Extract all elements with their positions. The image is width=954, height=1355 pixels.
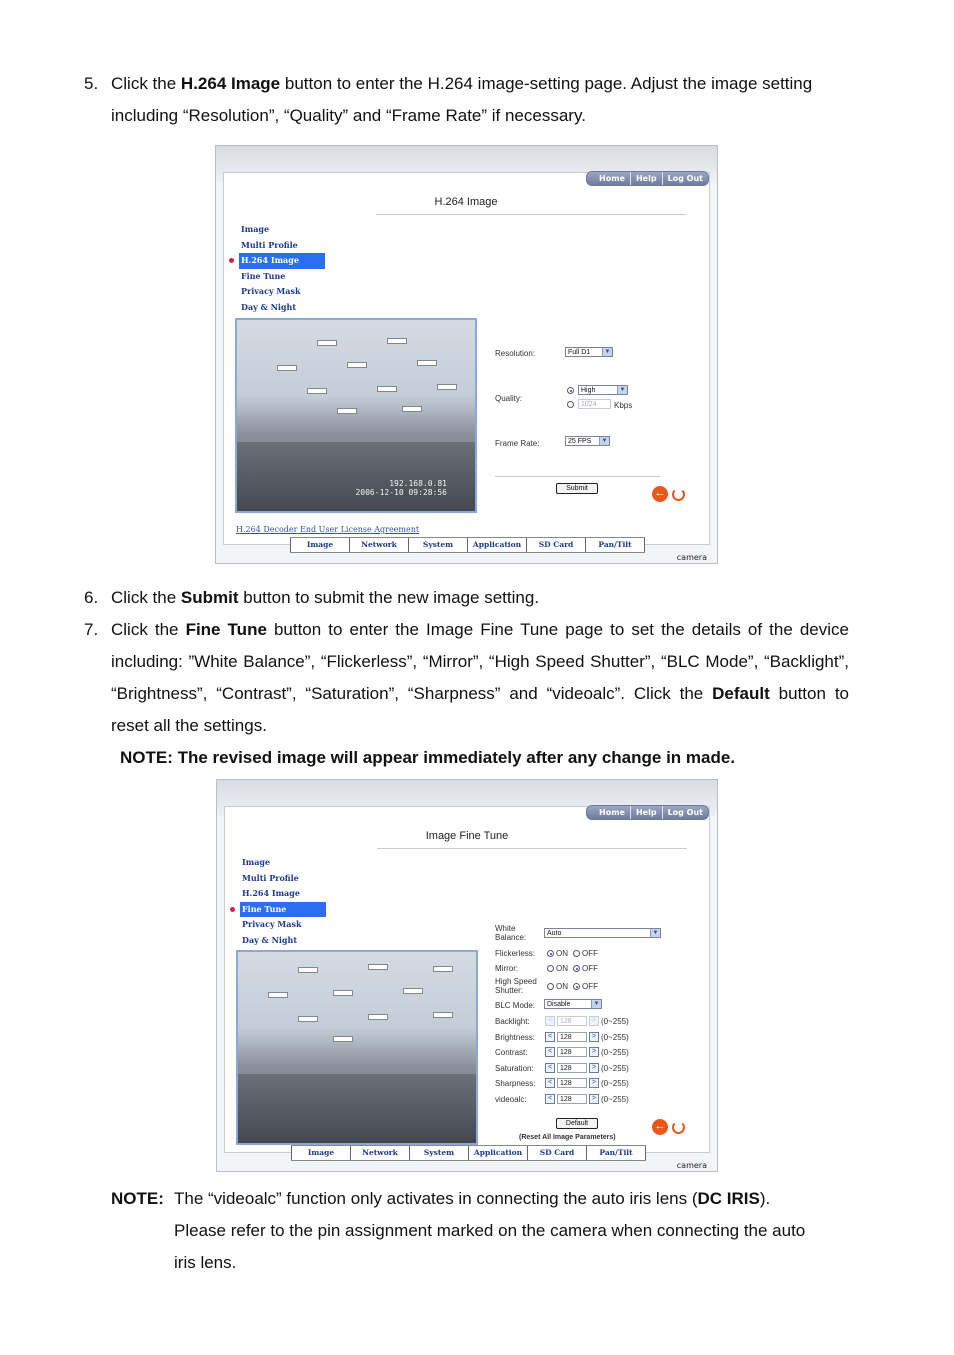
- menu-item-h264-image[interactable]: H.264 Image: [239, 253, 325, 269]
- increment-button[interactable]: >: [589, 1047, 599, 1057]
- refresh-icon[interactable]: [672, 488, 685, 501]
- step-6: 6. Click the Submit button to submit the new image setting.: [84, 582, 849, 614]
- slider-value-input[interactable]: 128: [557, 1032, 587, 1042]
- fine-tune-screenshot: Home Help Log Out Image Fine Tune Image Multi Profile H.264 Image Fine Tune Privacy Mask Day & Night White Balance: Auto ▼ Flickerless: ON OFF Mirror: ON OFF High Speed Shutter: ON OFF BLC Mode: Disable ▼ Backlight: < 128 > (0~255) Brightness: < 128 > (0~255) Contrast: < 128 > (0~255) Saturation: < 128 > (0~255) Sharpness: < 128 > (0~255) videoalc: < 128 > (0~255) Default (Reset All Image Parameters) ← Image Network System Application SD Card Pan/Tilt camera: [216, 779, 718, 1172]
- white-balance-select[interactable]: Auto ▼: [544, 928, 661, 938]
- decrement-button[interactable]: <: [545, 1016, 555, 1026]
- nav-network[interactable]: Network: [349, 538, 408, 552]
- white-balance-label: White Balance:: [495, 924, 527, 942]
- slider-label: Contrast:: [495, 1048, 528, 1058]
- nav-sd-card[interactable]: SD Card: [526, 538, 585, 552]
- menu-item-fine-tune[interactable]: Fine Tune: [240, 902, 326, 918]
- menu-item-multi-profile[interactable]: Multi Profile: [242, 872, 299, 883]
- chevron-down-icon: ▼: [591, 1000, 601, 1008]
- menu-item-privacy-mask[interactable]: Privacy Mask: [241, 286, 301, 297]
- video-timestamp: 192.168.0.81 2006-12-10 09:28:56: [355, 479, 447, 497]
- help-link[interactable]: Help: [630, 806, 662, 819]
- quality-radio-preset[interactable]: [567, 387, 574, 394]
- step-7-keyword: Fine Tune: [185, 620, 267, 639]
- license-link[interactable]: H.264 Decoder End User License Agreement: [236, 525, 420, 534]
- note-videoalc: NOTE: The “videoalc” function only activates in connecting the auto iris lens (DC IRIS). Please refer to the pin assignment marked on the camera when connecting the auto iris lens.: [111, 1183, 849, 1279]
- step-number: 5.: [84, 74, 99, 93]
- framerate-label: Frame Rate:: [495, 439, 540, 448]
- step-7-keyword-default: Default: [712, 684, 770, 703]
- resolution-select[interactable]: Full D1 ▼: [565, 347, 613, 357]
- increment-button[interactable]: >: [589, 1094, 599, 1104]
- step-6-keyword: Submit: [180, 588, 239, 607]
- menu-item-multi-profile[interactable]: Multi Profile: [241, 239, 298, 250]
- help-link[interactable]: Help: [630, 172, 662, 185]
- bottom-nav: [290, 537, 645, 553]
- menu-item-fine-tune[interactable]: Fine Tune: [241, 270, 286, 281]
- slider-value-input[interactable]: 128: [557, 1016, 587, 1026]
- menu-item-image[interactable]: Image: [241, 224, 270, 234]
- chevron-down-icon: ▼: [602, 348, 612, 356]
- range-label: (0~255): [601, 1063, 629, 1073]
- nav-application[interactable]: Application: [467, 538, 526, 552]
- slider-label: videoalc:: [495, 1095, 527, 1104]
- camera-preview: [235, 318, 477, 513]
- brand-label: camera: [676, 553, 707, 562]
- step-5: 5. Click the H.264 Image button to enter the H.264 image-setting page. Adjust the image setting including “Resolution”, “Quality” and “Frame Rate” if necessary.: [84, 68, 849, 132]
- decrement-button[interactable]: <: [545, 1032, 555, 1042]
- blc-mode-label: BLC Mode:: [495, 1001, 536, 1010]
- submit-button[interactable]: Submit: [556, 483, 598, 494]
- step-number: 7.: [84, 620, 99, 639]
- flickerless-label: Flickerless:: [495, 949, 536, 958]
- resolution-label: Resolution:: [495, 349, 536, 358]
- flickerless-off-radio[interactable]: [573, 950, 580, 957]
- quality-radio-bitrate[interactable]: [567, 401, 574, 408]
- chevron-down-icon: ▼: [617, 386, 627, 394]
- bottom-nav: [291, 1145, 646, 1161]
- camera-preview: [236, 950, 478, 1145]
- range-label: (0~255): [601, 1032, 629, 1042]
- nav-sd-card[interactable]: SD Card: [527, 1146, 586, 1160]
- reset-caption: (Reset All Image Parameters): [519, 1134, 616, 1141]
- increment-button[interactable]: >: [589, 1016, 599, 1026]
- default-button[interactable]: Default: [556, 1118, 598, 1129]
- menu-item-day-night[interactable]: Day & Night: [242, 934, 298, 945]
- nav-system[interactable]: System: [409, 1146, 468, 1160]
- slider-value-input[interactable]: 128: [557, 1094, 587, 1104]
- decrement-button[interactable]: <: [545, 1094, 555, 1104]
- side-menu: [239, 222, 325, 316]
- bitrate-unit: Kbps: [614, 401, 633, 410]
- nav-image[interactable]: Image: [290, 538, 349, 552]
- top-nav: [586, 805, 709, 820]
- step-5-keyword: H.264 Image: [180, 74, 281, 93]
- back-icon[interactable]: ←: [652, 486, 668, 502]
- step-7: 7. Click the Fine Tune button to enter the Image Fine Tune page to set the details of the device including: ”White Balance”, “Flickerless”, “Mirror”, “High Speed Shutter”, “BLC Mode”, “Backlight”, “Brightness”, “Contrast”, “Saturation”, “Sharpness” and “videoalc”. Click the Default button to reset all the settings.: [84, 614, 849, 742]
- slider-value-input[interactable]: 128: [557, 1078, 587, 1088]
- decrement-button[interactable]: <: [545, 1047, 555, 1057]
- chevron-down-icon: ▼: [599, 437, 609, 445]
- framerate-select[interactable]: 25 FPS ▼: [565, 436, 610, 446]
- slider-label: Backlight:: [495, 1017, 530, 1026]
- nav-system[interactable]: System: [408, 538, 467, 552]
- page-title: H.264 Image: [434, 196, 498, 208]
- slider-label: Brightness:: [495, 1032, 536, 1042]
- hss-off-radio[interactable]: [573, 983, 580, 990]
- menu-item-privacy-mask[interactable]: Privacy Mask: [242, 919, 302, 930]
- nav-pan-tilt[interactable]: Pan/Tilt: [585, 538, 645, 552]
- slider-value-input[interactable]: 128: [557, 1063, 587, 1073]
- menu-item-image[interactable]: Image: [242, 857, 271, 867]
- h264-image-screenshot: [215, 145, 718, 564]
- mirror-off-radio[interactable]: [573, 965, 580, 972]
- home-link[interactable]: Home: [599, 808, 625, 817]
- quality-label: Quality:: [495, 394, 523, 403]
- brand-label: camera: [676, 1161, 707, 1170]
- flickerless-on-radio[interactable]: [547, 950, 554, 957]
- slider-label: Saturation:: [495, 1063, 534, 1073]
- nav-pan-tilt[interactable]: Pan/Tilt: [586, 1146, 646, 1160]
- nav-network[interactable]: Network: [350, 1146, 409, 1160]
- bitrate-input[interactable]: 1024: [578, 399, 611, 409]
- increment-button[interactable]: >: [589, 1032, 599, 1042]
- decrement-button[interactable]: <: [545, 1078, 555, 1088]
- decrement-button[interactable]: <: [545, 1063, 555, 1073]
- nav-application[interactable]: Application: [468, 1146, 527, 1160]
- home-link[interactable]: Home: [599, 174, 625, 183]
- slider-label: Sharpness:: [495, 1079, 536, 1089]
- hss-on-radio[interactable]: [547, 983, 554, 990]
- mirror-on-radio[interactable]: [547, 965, 554, 972]
- logout-link[interactable]: Log Out: [662, 172, 708, 185]
- back-icon[interactable]: ←: [652, 1119, 668, 1135]
- step-number: 6.: [84, 588, 99, 607]
- note-label: NOTE:: [111, 1189, 164, 1208]
- high-speed-shutter-label: High Speed Shutter:: [495, 977, 537, 995]
- range-label: (0~255): [601, 1095, 629, 1104]
- active-dot-icon: [230, 907, 235, 912]
- note-revised-image: NOTE: The revised image will appear immediately after any change in made.: [120, 748, 736, 767]
- slider-value-input[interactable]: 128: [557, 1047, 587, 1057]
- refresh-icon[interactable]: [672, 1121, 685, 1134]
- chevron-down-icon: ▼: [650, 929, 660, 937]
- nav-image[interactable]: Image: [291, 1146, 350, 1160]
- range-label: (0~255): [601, 1048, 629, 1058]
- range-label: (0~255): [601, 1017, 629, 1026]
- blc-mode-select[interactable]: Disable ▼: [544, 999, 602, 1009]
- side-menu: [240, 855, 326, 949]
- increment-button[interactable]: >: [589, 1063, 599, 1073]
- menu-item-h264-image[interactable]: H.264 Image: [242, 888, 300, 899]
- mirror-label: Mirror:: [495, 964, 519, 973]
- quality-select[interactable]: High ▼: [578, 385, 628, 395]
- top-nav: [586, 171, 709, 186]
- increment-button[interactable]: >: [589, 1078, 599, 1088]
- menu-item-day-night[interactable]: Day & Night: [241, 301, 297, 312]
- page-title: Image Fine Tune: [425, 830, 509, 842]
- logout-link[interactable]: Log Out: [662, 806, 708, 819]
- range-label: (0~255): [601, 1079, 629, 1089]
